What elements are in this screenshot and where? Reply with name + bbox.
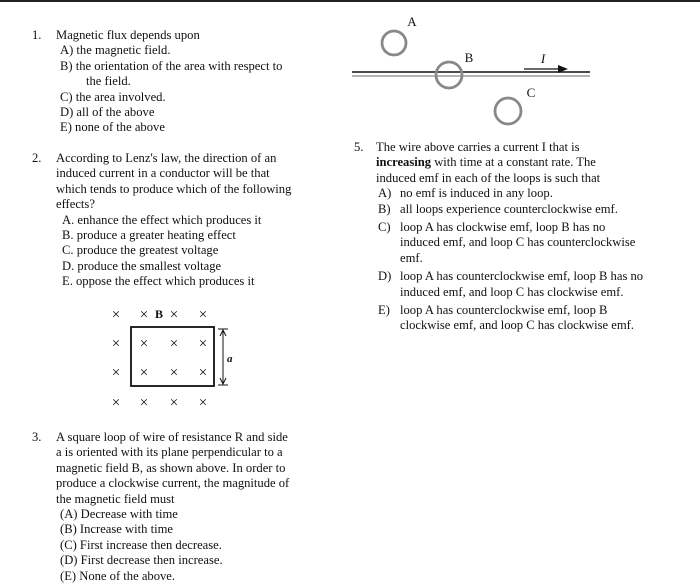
option-d: (D) First decrease then increase. bbox=[60, 553, 223, 568]
question-3 bbox=[32, 430, 312, 584]
option-letter: B) bbox=[378, 201, 391, 216]
question-stem-line: produce a clockwise current, the magnitude of bbox=[56, 476, 290, 491]
option-letter: C) bbox=[378, 220, 391, 235]
option-b-continued: the field. bbox=[86, 74, 131, 89]
field-cross: × bbox=[111, 395, 121, 411]
current-label-i: I bbox=[540, 51, 546, 66]
question-stem-line: According to Lenz's law, the direction of an bbox=[56, 151, 277, 165]
question-1 bbox=[32, 28, 322, 136]
question-number: 1. bbox=[32, 28, 42, 42]
field-cross: × bbox=[139, 336, 149, 352]
question-stem-line: a is oriented with its plane perpendicular to a bbox=[56, 445, 283, 460]
option-text: loop A has counterclockwise emf, loop B clockwise emf, and loop C has clockwise emf. bbox=[400, 303, 634, 333]
question-stem-line: magnetic field B, as shown above. In order to bbox=[56, 460, 286, 475]
option-c: C) the area involved. bbox=[60, 89, 166, 104]
field-cross: × bbox=[198, 307, 208, 323]
option-a: (A) Decrease with time bbox=[60, 507, 178, 522]
loop-a bbox=[382, 31, 406, 55]
square-loop-figure bbox=[100, 300, 240, 420]
field-cross: × bbox=[198, 395, 208, 411]
field-cross: × bbox=[111, 307, 121, 323]
field-cross: × bbox=[111, 336, 121, 352]
field-cross: × bbox=[139, 395, 149, 411]
option-b: B. produce a greater heating effect bbox=[62, 228, 236, 243]
option-c: C. produce the greatest voltage bbox=[62, 243, 219, 258]
question-stem: Magnetic flux depends upon bbox=[56, 28, 200, 42]
loop-b bbox=[436, 62, 462, 88]
question-stem-line: effects? bbox=[56, 197, 95, 212]
field-label-b: B bbox=[154, 307, 164, 321]
option-e: E. oppose the effect which produces it bbox=[62, 274, 255, 289]
option-text: no emf is induced in any loop. bbox=[400, 186, 553, 201]
field-cross: × bbox=[169, 307, 179, 323]
question-stem-line: induced emf in each of the loops is such that bbox=[376, 170, 601, 185]
field-cross: × bbox=[139, 365, 149, 381]
field-cross: × bbox=[111, 365, 121, 381]
emphasis-increasing: increasing bbox=[376, 155, 432, 170]
question-stem-line bbox=[376, 155, 644, 170]
option-d: D. produce the smallest voltage bbox=[62, 258, 222, 273]
option-d bbox=[378, 269, 644, 300]
loop-c bbox=[495, 98, 521, 124]
question-number: 3. bbox=[32, 430, 42, 444]
question-2 bbox=[32, 151, 322, 290]
option-b: (B) Increase with time bbox=[60, 522, 173, 537]
option-a: A. enhance the effect which produces it bbox=[62, 212, 262, 227]
option-text: loop A has counterclockwise emf, loop B has no induced emf, and loop C has clockwise emf. bbox=[400, 269, 644, 299]
field-cross: × bbox=[169, 395, 179, 411]
option-letter: A) bbox=[378, 186, 392, 201]
question-stem-line: the magnetic field must bbox=[56, 491, 175, 506]
option-e: E) none of the above bbox=[60, 120, 165, 135]
option-b: B) the orientation of the area with respect to bbox=[60, 58, 283, 73]
option-text: all loops experience counterclockwise emf. bbox=[400, 201, 618, 216]
option-letter: D) bbox=[378, 269, 392, 284]
field-cross: × bbox=[198, 336, 208, 352]
question-number: 5. bbox=[354, 140, 364, 154]
label-c: C bbox=[526, 85, 536, 100]
option-b bbox=[378, 202, 644, 217]
question-stem-line: A square loop of wire of resistance R and side bbox=[56, 430, 288, 444]
label-b: B bbox=[464, 50, 474, 65]
field-cross: × bbox=[169, 365, 179, 381]
option-a: A) the magnetic field. bbox=[60, 43, 171, 58]
option-e: (E) None of the above. bbox=[60, 568, 176, 583]
question-stem-line: The wire above carries a current I that is bbox=[376, 140, 580, 154]
side-label-a: a bbox=[227, 353, 233, 365]
question-number: 2. bbox=[32, 151, 42, 165]
wire-loops-figure bbox=[348, 8, 608, 136]
field-cross: × bbox=[139, 307, 149, 323]
option-e bbox=[378, 303, 644, 334]
field-cross: × bbox=[169, 336, 179, 352]
option-c bbox=[378, 220, 644, 266]
question-5 bbox=[354, 140, 644, 334]
option-a bbox=[378, 186, 644, 201]
top-rule bbox=[0, 0, 700, 2]
option-letter: E) bbox=[378, 303, 390, 318]
question-stem-line: which tends to produce which of the following bbox=[56, 181, 292, 196]
question-stem-line: induced current in a conductor will be that bbox=[56, 166, 270, 181]
option-d: D) all of the above bbox=[60, 105, 155, 120]
label-a: A bbox=[407, 14, 417, 29]
option-text: loop A has clockwise emf, loop B has no induced emf, and loop C has counterclockwise emf. bbox=[400, 220, 636, 265]
option-c: (C) First increase then decrease. bbox=[60, 537, 222, 552]
field-cross: × bbox=[198, 365, 208, 381]
question-stem-rest: with time at a constant rate. The bbox=[431, 155, 596, 170]
